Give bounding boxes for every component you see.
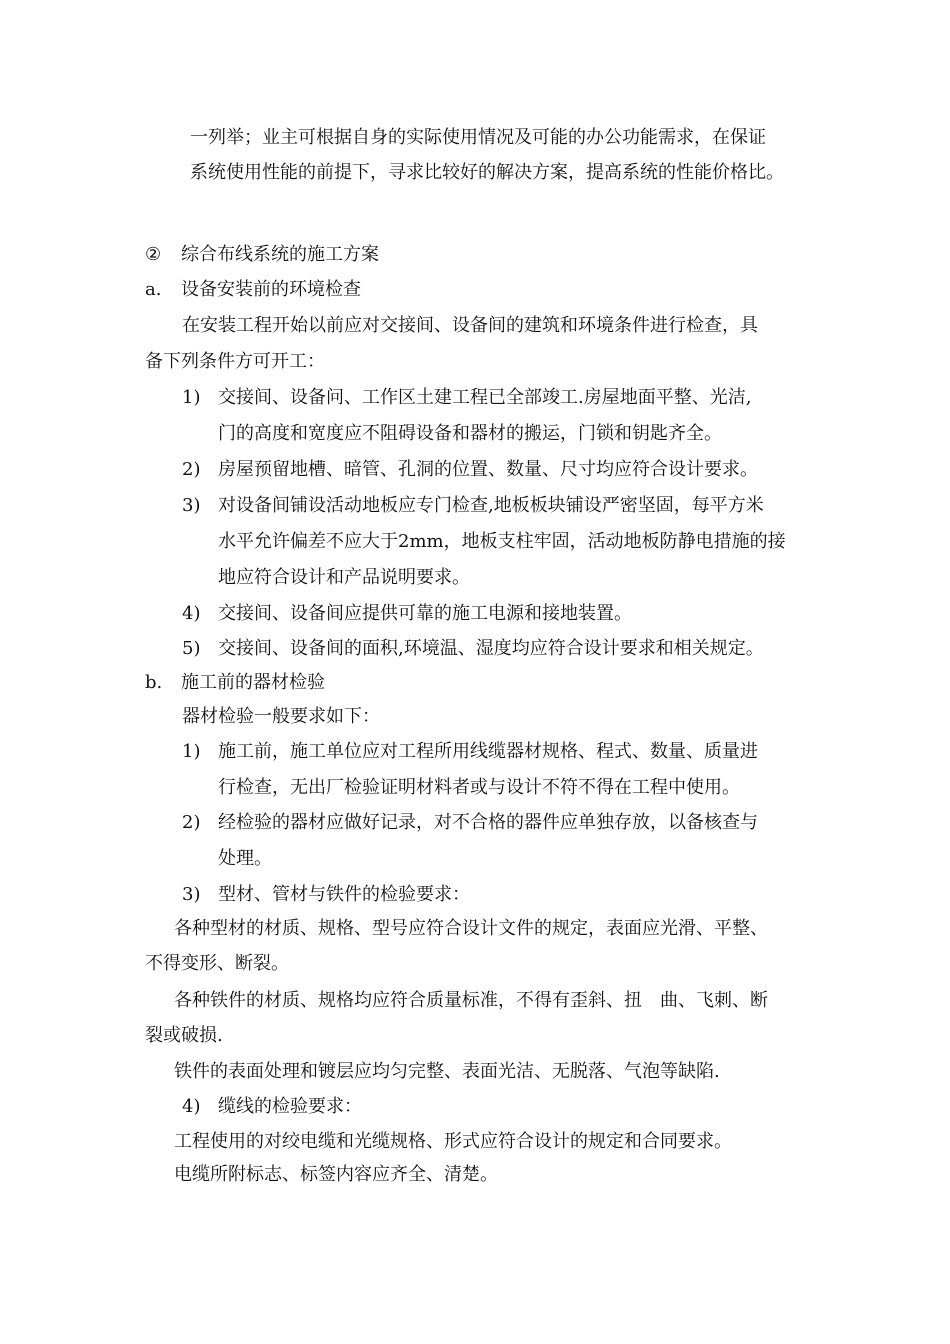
part-b-title: 施工前的器材检验	[181, 672, 325, 693]
list-item-text: 交接间、设备间应提供可靠的施工电源和接地装置。	[218, 603, 632, 624]
list-item-continuation: 水平允许偏差不应大于2mm，地板支柱牢固，活动地板防静电措施的接	[218, 531, 786, 552]
list-item	[182, 884, 470, 906]
list-item	[182, 603, 632, 625]
paragraph-profiles-line-1: 各种型材的材质、规格、型号应符合设计文件的规定，表面应光滑、平整、	[174, 918, 768, 939]
list-item-text: 型材、管材与铁件的检验要求：	[218, 884, 470, 905]
list-item-number: 4)	[182, 1096, 201, 1117]
part-b-intro: 器材检验一般要求如下：	[182, 706, 380, 727]
list-item-continuation: 处理。	[218, 848, 272, 869]
section-marker: ②	[145, 244, 162, 265]
list-item	[182, 741, 758, 763]
part-a-intro-line-2: 备下列条件方可开工：	[145, 351, 325, 372]
list-item	[182, 387, 751, 409]
part-b-heading	[145, 672, 325, 694]
part-a-marker: a.	[145, 279, 162, 300]
part-b-marker: b.	[145, 672, 163, 693]
intro-line-2: 系统使用性能的前提下，寻求比较好的解决方案，提高系统的性能价格比。	[190, 162, 784, 183]
list-item-text: 交接间、设备间的面积,环境温、湿度均应符合设计要求和相关规定。	[218, 638, 764, 659]
list-item-text: 施工前，施工单位应对工程所用线缆器材规格、程式、数量、质量进	[218, 741, 758, 762]
list-item-number: 2)	[182, 459, 201, 480]
list-item-text: 房屋预留地槽、暗管、孔洞的位置、数量、尺寸均应符合设计要求。	[218, 459, 758, 480]
list-item-text: 对设备间铺设活动地板应专门检查,地板板块铺设严密坚固，每平方米	[218, 495, 764, 516]
paragraph-surface: 铁件的表面处理和镀层应均匀完整、表面光洁、无脱落、气泡等缺陷.	[174, 1061, 720, 1082]
list-item-text: 经检验的器材应做好记录，对不合格的器件应单独存放，以备核查与	[218, 812, 758, 833]
part-a-heading	[145, 279, 361, 301]
list-item	[182, 638, 764, 660]
paragraph-labels: 电缆所附标志、标签内容应齐全、清楚。	[174, 1164, 498, 1185]
list-item-continuation: 行检查，无出厂检验证明材料者或与设计不符不得在工程中使用。	[218, 777, 740, 798]
paragraph-iron-line-1: 各种铁件的材质、规格均应符合质量标准，不得有歪斜、扭 曲、飞刺、断	[174, 990, 768, 1011]
list-item	[182, 495, 764, 517]
part-a-title: 设备安装前的环境检查	[181, 279, 361, 300]
list-item-text: 缆线的检验要求：	[218, 1096, 362, 1117]
list-item-number: 4)	[182, 603, 201, 624]
list-item-text: 交接间、设备问、工作区土建工程已全部竣工.房屋地面平整、光洁,	[218, 387, 752, 408]
intro-line-1: 一列举；业主可根据自身的实际使用情况及可能的办公功能需求，在保证	[190, 127, 766, 148]
list-item-number: 5)	[182, 638, 201, 659]
part-a-intro-line-1: 在安装工程开始以前应对交接间、设备间的建筑和环境条件进行检查，具	[182, 315, 758, 336]
paragraph-cables: 工程使用的对绞电缆和光缆规格、形式应符合设计的规定和合同要求。	[174, 1131, 732, 1152]
section-heading	[145, 244, 379, 266]
list-item-number: 3)	[182, 884, 201, 905]
list-item-number: 3)	[182, 495, 201, 516]
paragraph-iron-line-2: 裂或破损.	[145, 1025, 223, 1046]
section-title: 综合布线系统的施工方案	[181, 244, 379, 265]
list-item	[182, 812, 758, 834]
list-item	[182, 459, 758, 481]
list-item-number: 1)	[182, 741, 201, 762]
list-item-continuation: 地应符合设计和产品说明要求。	[218, 567, 470, 588]
list-item-continuation: 门的高度和宽度应不阻碍设备和器材的搬运，门锁和钥匙齐全。	[218, 423, 722, 444]
list-item-number: 2)	[182, 812, 201, 833]
paragraph-profiles-line-2: 不得变形、断裂。	[145, 953, 289, 974]
list-item-number: 1)	[182, 387, 201, 408]
list-item	[182, 1096, 362, 1118]
